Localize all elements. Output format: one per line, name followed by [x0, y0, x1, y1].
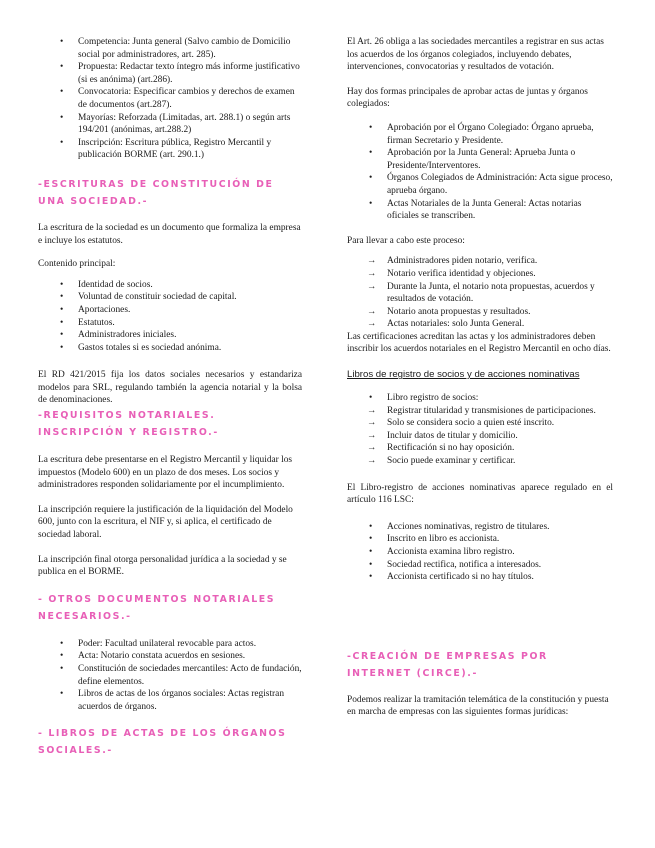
- arrow-right-icon: →: [367, 430, 377, 441]
- paragraph-formas: Hay dos formas principales de aprobar actas de juntas y órganos colegiados:: [347, 86, 588, 110]
- proceso-list: [347, 255, 613, 331]
- list-item: • Propuesta: Redactar texto íntegro más informe justificativo (si es anónima) (art.286).: [38, 61, 302, 86]
- arrow-right-icon: →: [367, 268, 377, 279]
- list-item: • Constitución de sociedades mercantiles: Acto de fundación, define elementos.: [38, 663, 302, 688]
- paragraph-contenido: Contenido principal:: [38, 259, 116, 270]
- paragraph-rd: El RD 421/2015 fija los datos sociales necesarios y estandariza modelos para SRL, regulando también la agencia notarial y la bolsa de denominaciones.: [38, 370, 302, 406]
- arrow-right-icon: →: [367, 256, 377, 267]
- arrow-right-icon: →: [367, 443, 377, 454]
- arrow-right-icon: →: [367, 281, 377, 292]
- heading-requisitos: -REQUISITOS NOTARIALES. INSCRIPCIÓN Y REGISTRO.-: [38, 410, 219, 439]
- list-item: → Socio puede examinar y certificar.: [367, 456, 516, 467]
- paragraph-circe: Podemos realizar la tramitación telemática de la constitución y puesta en marcha de empresas con las siguientes formas jurídicas:: [347, 694, 609, 718]
- list-item: • Libro registro de socios:: [369, 393, 479, 404]
- paragraph-certificaciones: Las certificaciones acreditan las actas y los administradores deben inscribir los acuerdos notariales en el Registro Mercantil en ocho días.: [347, 331, 611, 355]
- paragraph-requisitos-3: La inscripción final otorga personalidad jurídica a la sociedad y se publica en el BORME.: [38, 554, 287, 578]
- paragraph-escritura: La escritura de la sociedad es un documento que formaliza la empresa e incluye los estatutos.: [38, 222, 301, 246]
- list-item: • Poder: Facultad unilateral revocable para actos.: [38, 638, 302, 651]
- heading-circe: -CREACIÓN DE EMPRESAS POR INTERNET (CIRCE).-: [347, 650, 548, 679]
- list-item: → Registrar titularidad y transmisiones de participaciones.: [367, 405, 596, 416]
- arrow-right-icon: →: [367, 418, 377, 429]
- list-item: → Notario verifica identidad y objeciones.: [367, 268, 536, 279]
- paragraph-requisitos-1: La escritura debe presentarse en el Registro Mercantil y liquidar los impuestos (Modelo 600) en un plazo de dos meses. Los socios y administradores responden solidariamente por el incumplimiento.: [38, 455, 293, 491]
- list-item: • Aportaciones.: [38, 304, 302, 317]
- list-item: • Acciones nominativas, registro de titulares.: [347, 521, 613, 534]
- paragraph-requisitos-2: La inscripción requiere la justificación de la liquidación del Modelo 600, junto con la escritura, el NIF y, si aplica, el certificado de sociedad laboral.: [38, 504, 293, 541]
- arrow-right-icon: →: [367, 456, 377, 467]
- list-item: • Actas Notariales de la Junta General: Actas notarias oficiales se transcriben.: [347, 198, 613, 223]
- list-item: • Voluntad de constituir sociedad de capital.: [38, 291, 302, 304]
- list-item: • Inscrito en libro es accionista.: [347, 533, 613, 546]
- list-item: → Durante la Junta, el notario nota propuestas, acuerdos y resultados de votación.: [367, 281, 595, 305]
- formas-list: [347, 122, 613, 223]
- arrow-right-icon: →: [367, 306, 377, 317]
- list-item: • Libros de actas de los órganos sociales: Actas registran acuerdos de órganos.: [38, 688, 302, 713]
- right-column: [347, 36, 613, 719]
- list-item: → Notario anota propuestas y resultados.: [367, 306, 531, 317]
- list-item: • Sociedad rectifica, notifica a interesados.: [347, 559, 613, 572]
- heading-libros-actas: - LIBROS DE ACTAS DE LOS ÓRGANOS SOCIALES.-: [38, 728, 287, 757]
- list-item: • Aprobación por el Órgano Colegiado: Órgano aprueba, firman Secretario y Presidente.: [347, 122, 613, 147]
- list-item: • Administradores iniciales.: [38, 329, 302, 342]
- list-item: • Convocatoria: Especificar cambios y derechos de examen de documentos (art.287).: [38, 86, 302, 111]
- otros-documentos-list: [38, 638, 302, 714]
- list-item: • Mayorías: Reforzada (Limitadas, art. 288.1) o según arts 194/201 (anónimas, art.288.2): [38, 112, 302, 137]
- arrow-right-icon: →: [367, 319, 377, 330]
- list-item: → Incluir datos de titular y domicilio.: [367, 430, 518, 441]
- paragraph-art26: El Art. 26 obliga a las sociedades mercantiles a registrar en sus actas los acuerdos de los órganos colegiados, incluyendo debates, intervenciones, convocatorias y resultados de votación.: [347, 37, 604, 73]
- left-column: [38, 36, 302, 759]
- list-item: • Accionista examina libro registro.: [347, 546, 613, 559]
- heading-escrituras: -ESCRITURAS DE CONSTITUCIÓN DE UNA SOCIEDAD.-: [38, 178, 274, 207]
- arrow-right-icon: →: [367, 405, 377, 416]
- contenido-list: [38, 279, 302, 355]
- list-item: • Estatutos.: [38, 317, 302, 330]
- list-item: • Órganos Colegiados de Administración: Acta sigue proceso, aprueba órgano.: [347, 172, 613, 197]
- list-item: • Gastos totales si es sociedad anónima.: [38, 342, 302, 355]
- title-libros-registro: Libros de registro de socios y de acciones nominativas: [347, 369, 580, 381]
- list-item: • Accionista certificado si no hay títulos.: [347, 571, 613, 584]
- list-item: → Rectificación si no hay oposición.: [367, 443, 515, 454]
- list-item: • Competencia: Junta general (Salvo cambio de Domicilio social por administradores, art. 285).: [38, 36, 302, 61]
- heading-otros-documentos: - OTROS DOCUMENTOS NOTARIALES NECESARIOS.-: [38, 593, 276, 622]
- list-item: • Identidad de socios.: [38, 279, 302, 292]
- list-item: • Aprobación por la Junta General: Aprueba Junta o Presidente/Interventores.: [347, 147, 613, 172]
- list-item: → Actas notariales: solo Junta General.: [367, 319, 525, 330]
- paragraph-proceso: Para llevar a cabo este proceso:: [347, 235, 465, 246]
- modificacion-list: [38, 36, 302, 162]
- list-item: → Solo se considera socio a quien esté inscrito.: [367, 418, 555, 429]
- libros-registro-list: [347, 392, 613, 468]
- paragraph-libro-registro-acciones: El Libro-registro de acciones nominativas aparece regulado en el artículo 116 LSC:: [347, 482, 613, 506]
- acciones-list: [347, 521, 613, 584]
- list-item: • Inscripción: Escritura pública, Registro Mercantil y publicación BORME (art. 290.1.): [38, 137, 302, 162]
- list-item: • Acta: Notario constata acuerdos en sesiones.: [38, 650, 302, 663]
- list-item: → Administradores piden notario, verifica.: [367, 256, 538, 267]
